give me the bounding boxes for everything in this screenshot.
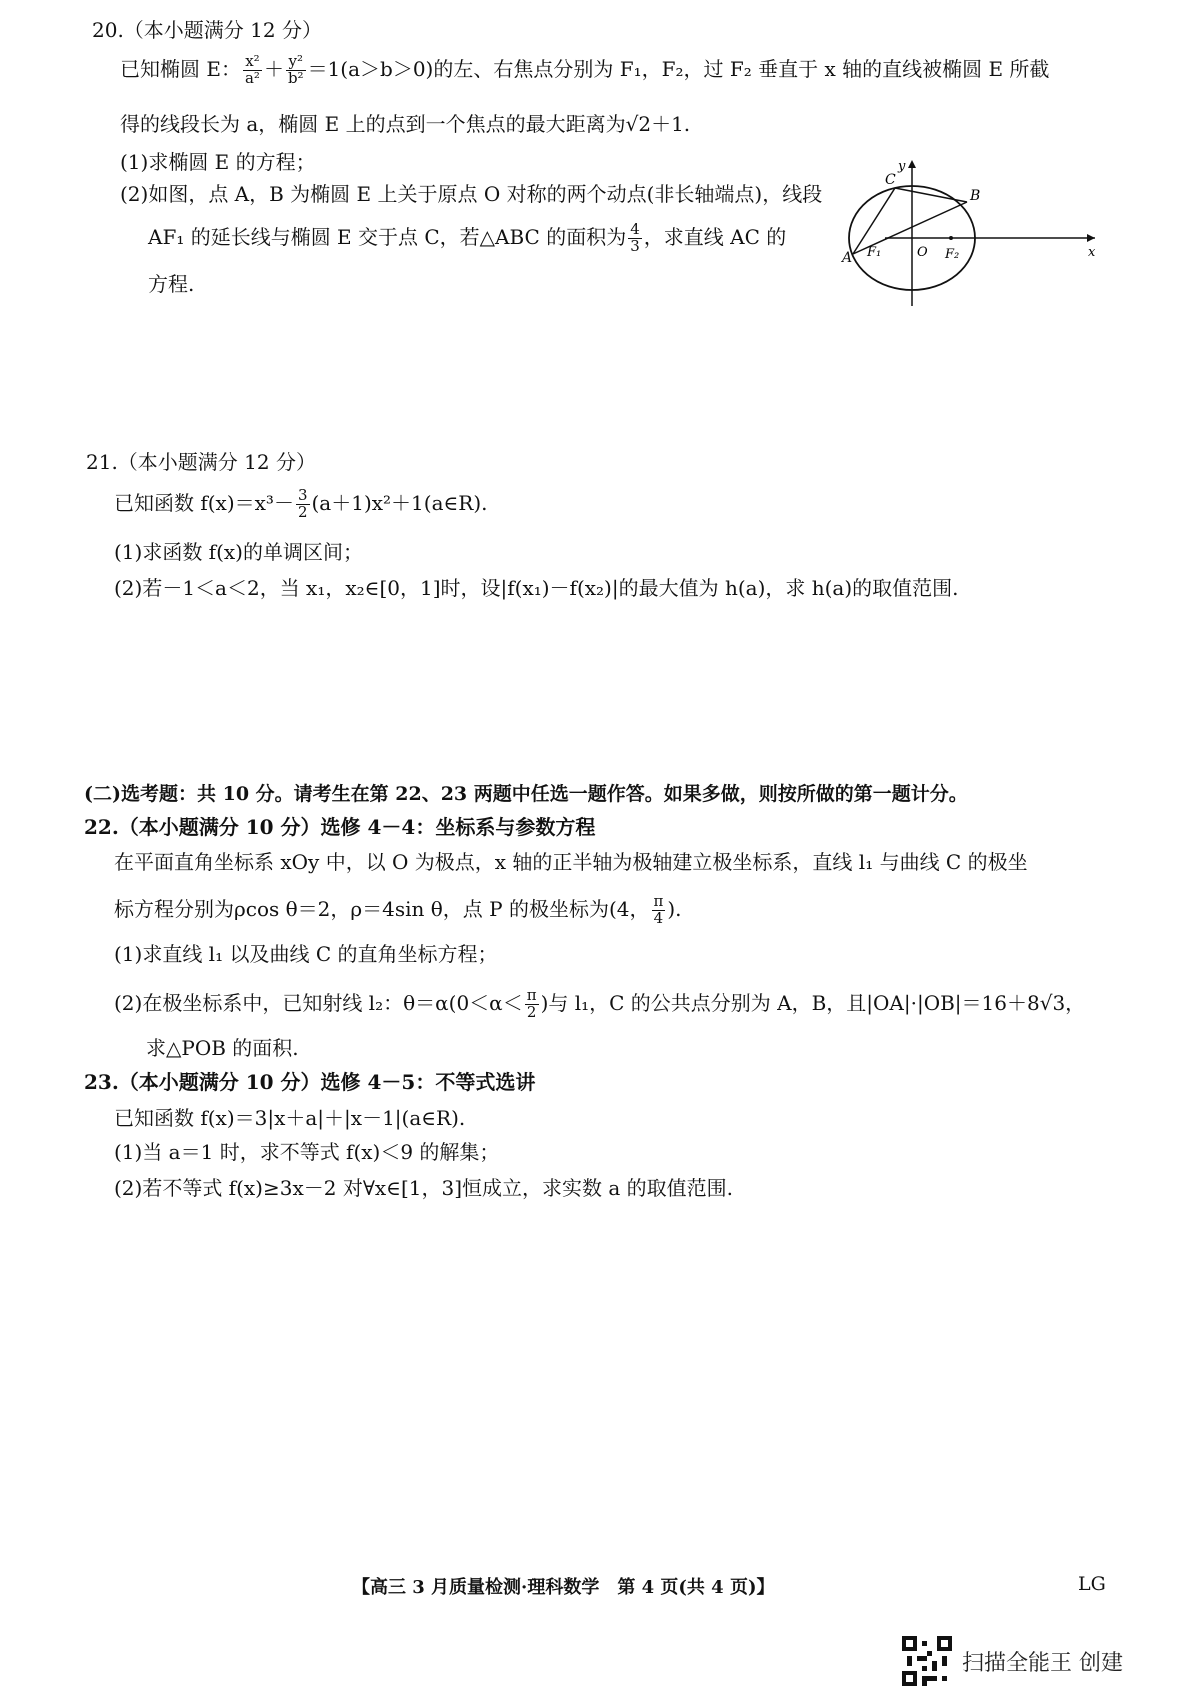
fraction-pi-2 (525, 988, 539, 1021)
label-c: C (885, 172, 896, 188)
label-a: A (842, 250, 853, 266)
label-b: B (970, 188, 981, 204)
label-x: x (1088, 245, 1096, 260)
fraction-area (628, 222, 642, 255)
frac-num: x² (243, 54, 262, 71)
q21-part2: (2)若－1＜a＜2，当 x₁，x₂∈[0，1]时，设|f(x₁)－f(x₂)|的最大值为 h(a)，求 h(a)的取值范围. (114, 576, 959, 600)
section2-instructions: (二)选考题：共 10 分。请考生在第 22、23 两题中任选一题作答。如果多做，则按所做的第一题计分。 (84, 783, 968, 805)
q23-line1: 已知函数 f(x)＝3|x＋a|＋|x－1|(a∈R). (114, 1106, 466, 1130)
frac-num: π (526, 986, 537, 1004)
q22-part2 (114, 988, 1085, 1021)
label-f2: F₂ (945, 247, 960, 262)
q23-part1: (1)当 a＝1 时，求不等式 f(x)＜9 的解集； (114, 1140, 500, 1164)
fraction-pi-4 (652, 894, 666, 927)
frac-den: 4 (653, 908, 664, 927)
paren-open: (4， (608, 896, 650, 921)
q22-header: 22.（本小题满分 10 分）选修 4－4：坐标系与参数方程 (84, 815, 596, 839)
segment-cb (895, 188, 967, 202)
q20-line1-a: 已知椭圆 E： (120, 56, 241, 81)
y-axis-arrow (908, 160, 916, 168)
q21-part1: (1)求函数 f(x)的单调区间； (114, 540, 363, 564)
focus-f2-dot (949, 236, 953, 240)
frac-den: a² (244, 68, 260, 87)
fraction-x2-a2 (243, 54, 262, 87)
label-f1: F₁ (867, 245, 882, 260)
fraction-y2-b2 (286, 54, 306, 87)
q20-line1-b: ＝1(a＞b＞0)的左、右焦点分别为 F₁，F₂，过 F₂ 垂直于 x 轴的直线被椭圆 E 所截 (307, 56, 1050, 81)
frac-num: 3 (297, 486, 308, 504)
frac-den: 2 (526, 1002, 537, 1021)
q23-header: 23.（本小题满分 10 分）选修 4－5：不等式选讲 (84, 1070, 536, 1094)
x-axis-arrow (1087, 234, 1095, 242)
scanner-watermark: 扫描全能王 创建 (962, 1651, 1123, 1676)
frac-den: b² (287, 68, 304, 87)
q22-part2-line2: 求△POB 的面积. (146, 1036, 299, 1060)
q20-line2: 得的线段长为 a，椭圆 E 上的点到一个焦点的最大距离为√2＋1. (120, 112, 691, 136)
ellipse-diagram (867, 159, 1105, 310)
q20-part2-line2 (148, 222, 786, 255)
qr-code-icon (902, 1636, 952, 1686)
q22-part2-a: (2)在极坐标系中，已知射线 l₂：θ＝α (114, 990, 449, 1015)
q20-part2-line1: (2)如图，点 A，B 为椭圆 E 上关于原点 O 对称的两个动点(非长轴端点)，线段 (120, 182, 823, 206)
q21-line1-b: (a＋1)x²＋1(a∈R). (311, 490, 488, 515)
paren-open: (0＜α＜ (448, 990, 523, 1015)
q22-line2-a: 标方程分别为ρcos θ＝2，ρ＝4sin θ，点 P 的极坐标为 (114, 896, 609, 921)
frac-num: 4 (630, 220, 640, 238)
q20-part2-line2-a: AF₁ 的延长线与椭圆 E 交于点 C，若△ABC 的面积为 (148, 224, 627, 249)
q21-header: 21.（本小题满分 12 分） (86, 450, 316, 474)
frac-den: 2 (297, 502, 308, 521)
page-footer: 【高三 3 月质量检测·理科数学 第 4 页(共 4 页)】 (352, 1577, 775, 1598)
q22-part1: (1)求直线 l₁ 以及曲线 C 的直角坐标方程； (114, 942, 498, 966)
frac-num: π (653, 892, 664, 910)
q20-header: 20.（本小题满分 12 分） (92, 18, 322, 42)
label-o: O (917, 245, 928, 260)
footer-code: LG (1078, 1573, 1106, 1595)
q20-line1 (120, 54, 1049, 87)
frac-num: y² (286, 54, 306, 71)
paren-close: ). (667, 896, 682, 921)
q21-line1 (114, 488, 488, 521)
q22-part2-b: )与 l₁，C 的公共点分别为 A，B，且|OA|·|OB|＝16＋8√3， (540, 990, 1086, 1015)
q21-line1-a: 已知函数 f(x)＝x³－ (114, 490, 294, 515)
q20-part2-line2-b: ，求直线 AC 的 (643, 224, 787, 249)
plus-sign: ＋ (263, 56, 284, 81)
frac-den: 3 (630, 236, 640, 255)
q23-part2: (2)若不等式 f(x)≥3x－2 对∀x∈[1，3]恒成立，求实数 a 的取值范围. (114, 1176, 734, 1200)
q20-part2-line3: 方程. (148, 272, 195, 296)
q20-part1: (1)求椭圆 E 的方程； (120, 150, 316, 174)
fraction-3-2 (296, 488, 310, 521)
q22-line2 (114, 894, 682, 927)
label-y: y (898, 159, 906, 174)
q22-line1: 在平面直角坐标系 xOy 中，以 O 为极点，x 轴的正半轴为极轴建立极坐标系，直线 l₁ 与曲线 C 的极坐 (114, 850, 1028, 874)
